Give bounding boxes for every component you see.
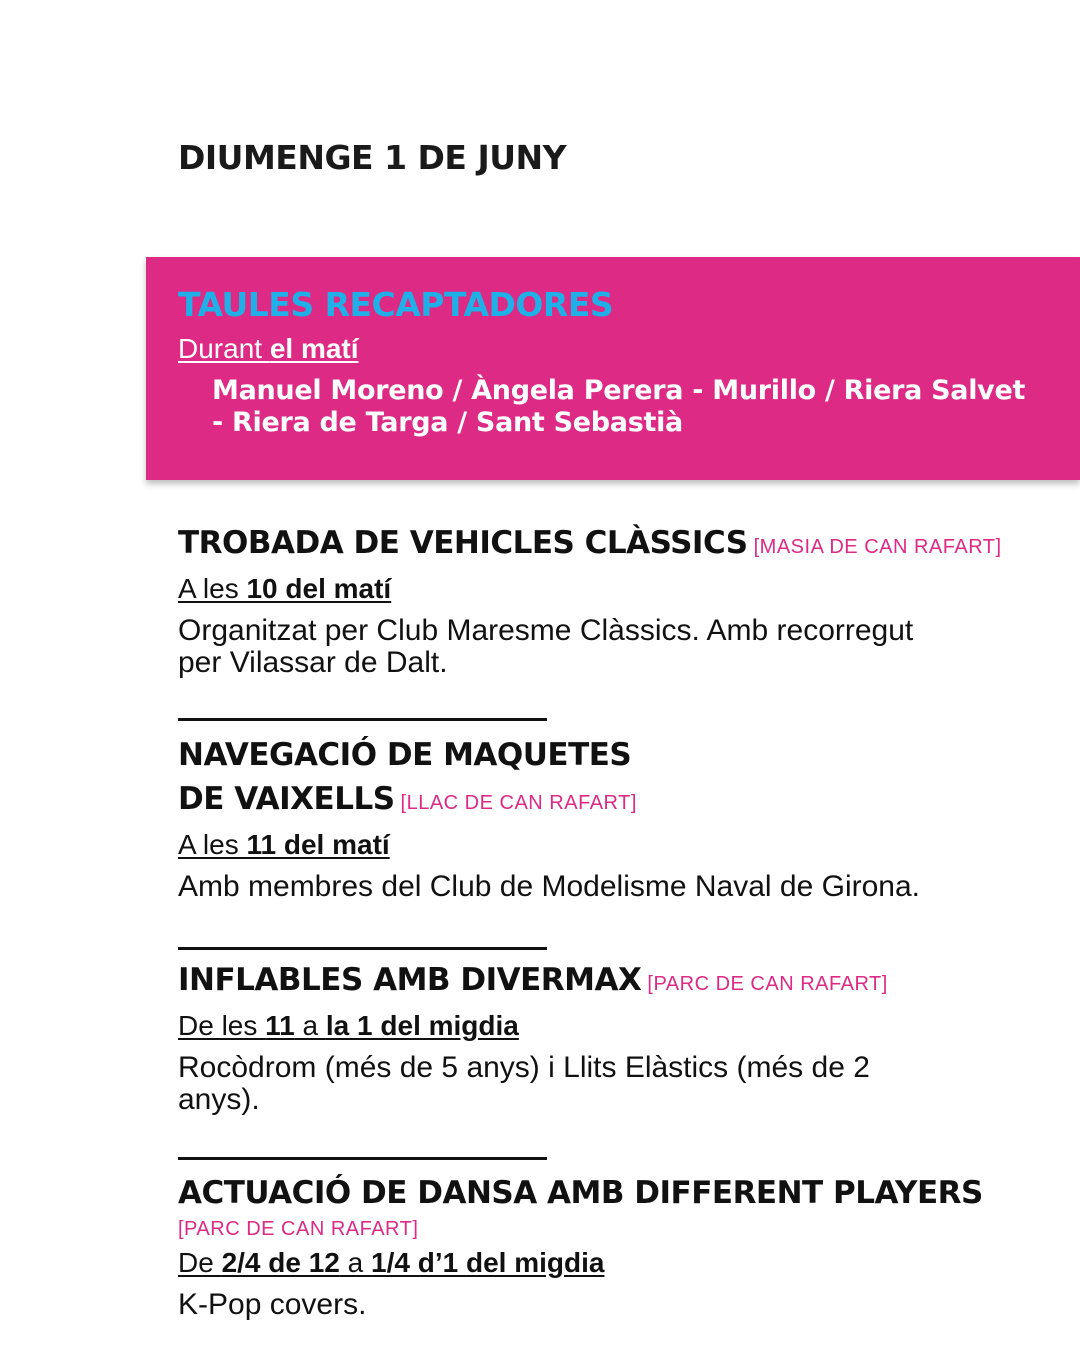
- highlight-time: [178, 333, 359, 365]
- event-time-part-3: a: [339, 1247, 372, 1278]
- event-location: [LLAC DE CAN RAFART]: [400, 792, 637, 814]
- event-time-bold: 10 del matí: [246, 573, 392, 604]
- event-title-text: DE VAIXELLS: [178, 781, 395, 817]
- event-description: [178, 1052, 1038, 1116]
- event-time-part-3: a: [294, 1010, 326, 1041]
- event-dance: [178, 1171, 1038, 1321]
- event-description-line-1: Amb membres del Club de Modelisme Naval de Girona.: [178, 870, 920, 903]
- event-time: [178, 1243, 1038, 1283]
- event-time-part-4: la 1 del migdia: [325, 1010, 519, 1041]
- highlight-time-bold: el matí: [269, 333, 359, 364]
- highlight-title: TAULES RECAPTADORES: [178, 285, 614, 324]
- divider: [178, 718, 547, 721]
- event-time-plain: A les: [178, 573, 247, 604]
- day-heading: DIUMENGE 1 DE JUNY: [178, 138, 567, 177]
- divider: [178, 1157, 547, 1160]
- event-description-line-1: K-Pop covers.: [178, 1288, 367, 1321]
- event-time-part-2: 11: [265, 1010, 295, 1041]
- event-description: [178, 615, 1038, 679]
- event-description: [178, 1289, 1038, 1321]
- highlight-places: [212, 375, 1042, 439]
- event-time-part-4: 1/4 d’1 del migdia: [371, 1247, 605, 1278]
- highlight-places-line-1: Manuel Moreno / Àngela Perera - Murillo / Riera Salvet: [212, 375, 1026, 406]
- divider: [178, 947, 547, 950]
- event-title-text: INFLABLES AMB DIVERMAX: [178, 962, 642, 998]
- event-title: [178, 521, 1038, 569]
- event-description-line-1: Organitzat per Club Maresme Clàssics. Amb recorregut: [178, 614, 914, 647]
- event-title: ACTUACIÓ DE DANSA AMB DIFFERENT PLAYERS: [178, 1175, 983, 1211]
- event-location: [PARC DE CAN RAFART]: [178, 1218, 419, 1240]
- event-time-part-2: 2/4 de 12: [221, 1247, 340, 1278]
- event-ship-models: [178, 733, 1038, 903]
- event-time-part-1: De: [178, 1247, 222, 1278]
- highlight-time-plain: Durant: [178, 333, 270, 364]
- event-title-text: TROBADA DE VEHICLES CLÀSSICS: [178, 525, 748, 561]
- event-time: [178, 1006, 1038, 1046]
- event-time-bold: 11 del matí: [246, 829, 390, 860]
- event-description-line-2: anys).: [178, 1083, 260, 1116]
- event-description-line-2: per Vilassar de Dalt.: [178, 646, 448, 679]
- event-time: [178, 825, 1038, 865]
- event-time-part-1: De les: [178, 1010, 266, 1041]
- event-time: [178, 569, 1038, 609]
- event-vehicles: [178, 521, 1038, 679]
- event-title: [178, 958, 1038, 1006]
- event-title-line-1: NAVEGACIÓ DE MAQUETES: [178, 737, 632, 773]
- highlight-places-line-2: - Riera de Targa / Sant Sebastià: [212, 407, 683, 438]
- event-description: [178, 871, 1038, 903]
- event-location: [PARC DE CAN RAFART]: [647, 973, 888, 995]
- event-time-plain: A les: [178, 829, 247, 860]
- event-inflatables: [178, 958, 1038, 1116]
- event-title-line-2: [178, 777, 1038, 825]
- event-location: [MASIA DE CAN RAFART]: [753, 536, 1002, 558]
- event-description-line-1: Rocòdrom (més de 5 anys) i Llits Elàstics (més de 2: [178, 1051, 870, 1084]
- highlight-box: [146, 257, 1080, 480]
